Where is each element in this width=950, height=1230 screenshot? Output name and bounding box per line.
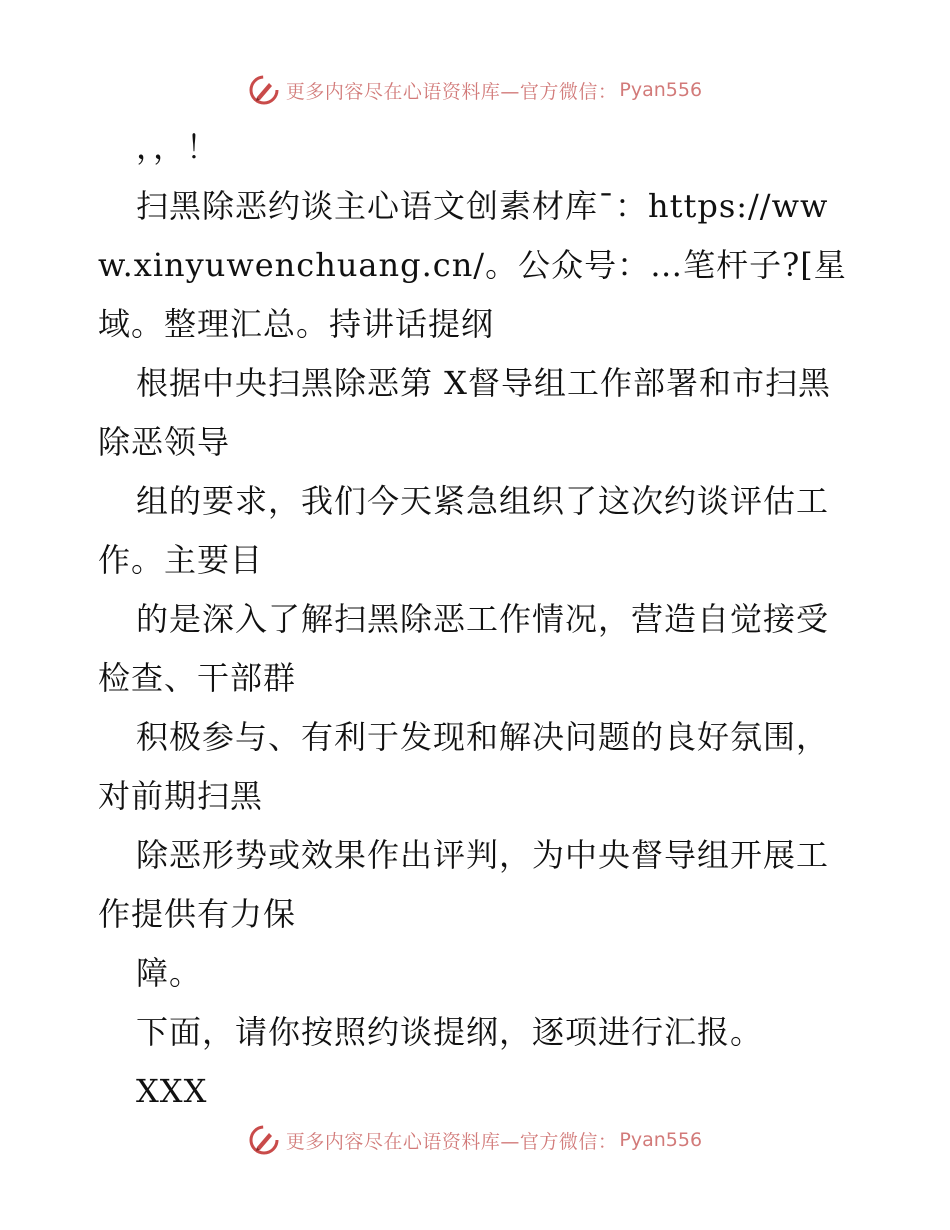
watermark-wechat-id: Pyan556 <box>619 1129 703 1151</box>
document-body <box>98 118 858 1121</box>
paragraph-2: 扫黑除恶约谈主心语文创素材库¯：https://www.xinyuwenchuang.cn/。公众号：…笔杆子?[星域。整理汇总。持讲话提纲 <box>98 187 847 343</box>
paragraph-3: 根据中央扫黑除恶第 X督导组工作部署和市扫黑除恶领导 <box>98 364 831 461</box>
paragraph-10: XXX <box>136 1072 208 1110</box>
paragraph-5: 的是深入了解扫黑除恶工作情况，营造自觉接受检查、干部群 <box>98 600 830 697</box>
paragraph-7: 除恶形势或效果作出评判，为中央督导组开展工作提供有力保 <box>98 836 830 933</box>
paragraph-4: 组的要求，我们今天紧急组织了这次约谈评估工作。主要目 <box>98 482 830 579</box>
watermark-text: 更多内容尽在心语资料库—官方微信： <box>285 1130 618 1153</box>
paragraph-6: 积极参与、有利于发现和解决问题的良好氛围，对前期扫黑 <box>98 718 830 815</box>
watermark-wechat-id: Pyan556 <box>619 79 703 101</box>
watermark-footer <box>0 1120 950 1160</box>
pen-logo-icon <box>248 1124 280 1156</box>
pen-logo-icon <box>248 74 280 106</box>
paragraph-9: 下面，请你按照约谈提纲，逐项进行汇报。 <box>136 1013 764 1051</box>
watermark-text: 更多内容尽在心语资料库—官方微信： <box>285 80 618 103</box>
paragraph-8: 障。 <box>136 954 203 992</box>
watermark-header <box>0 70 950 110</box>
paragraph-1: ，，！ <box>136 128 220 166</box>
